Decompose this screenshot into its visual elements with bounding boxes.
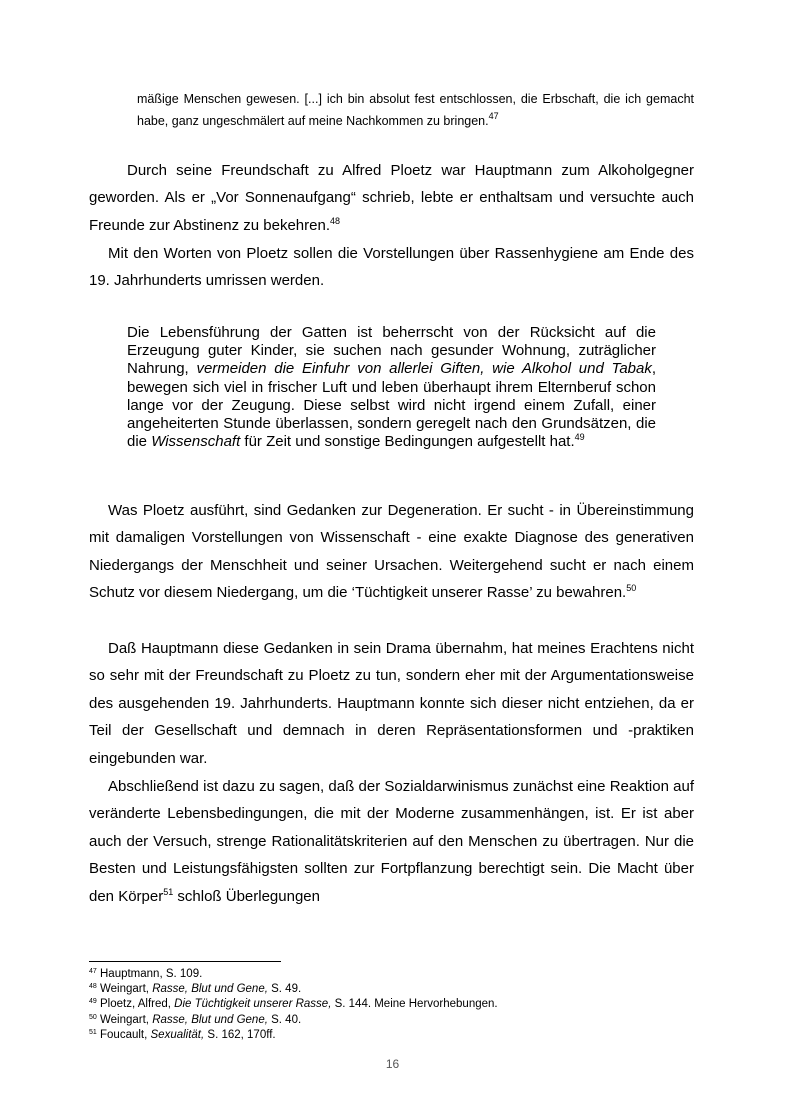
paragraph — [89, 157, 694, 239]
block-quote — [127, 324, 656, 451]
footnote — [89, 982, 301, 997]
footnote-text: Weingart, — [100, 1014, 153, 1026]
paragraph — [89, 240, 694, 295]
footnote-number: 50 — [89, 1014, 97, 1021]
quote-text: Die Lebensführung der Gatten ist beherrscht von der Rücksicht auf die Erzeugung guter Kinder, sie suchen nach gesunder Wohnung, zuträglicher Nahrung, — [127, 324, 656, 378]
footnote-text: Weingart, — [100, 983, 153, 995]
footnote-number: 49 — [89, 998, 97, 1005]
footnote-number: 48 — [89, 983, 97, 990]
footnote-ref: 51 — [163, 886, 174, 897]
footnote-text: S. 40. — [267, 1014, 302, 1026]
footnote — [89, 1013, 301, 1028]
footnote — [89, 967, 202, 982]
footnote — [89, 997, 498, 1012]
footnote-title: Die Tüchtigkeit unserer Rasse, — [174, 998, 332, 1010]
paragraph-text: Abschließend ist dazu zu sagen, daß der Sozialdarwinismus zunächst eine Reaktion auf veränderte Lebensbedingungen, die mit der Moderne zusammenhängen, ist. Er ist aber auch der Versuch, strenge Rationalitätskriterien auf den Menschen zu übertragen. Nur die Besten und Leistungsfähigsten sollten zur Fortpflanzung berechtigt sein. Die Macht über den Körper — [89, 778, 694, 905]
quote-emphasis: Wissenschaft — [151, 433, 241, 451]
quote-text: für Zeit und sonstige Bedingungen aufgestellt hat. — [240, 433, 575, 451]
footnote-title: Rasse, Blut und Gene, — [152, 983, 268, 995]
footnote-title: Rasse, Blut und Gene, — [152, 1014, 268, 1026]
footnote-text: S. 162, 170ff. — [204, 1029, 276, 1041]
paragraph-text: Daß Hauptmann diese Gedanken in sein Drama übernahm, hat meines Erachtens nicht so sehr mit der Freundschaft zu Ploetz zu tun, sondern eher mit der Argumentationsweise des ausgehenden 19. Jahrhunderts. Hauptmann konnte sich dieser nicht entziehen, da er Teil der Gesellschaft und demnach in deren Repräsentationsformen und -praktiken eingebunden war. — [89, 640, 694, 767]
quote-text: , bewegen sich viel in frischer Luft und leben überhaupt ihrem Elternberuf schon lange vor der Zeugung. Diese selbst wird nicht irgend einem Zufall, einer angeheiterten Stunde überlassen, sondern geregelt nach den Grundsätzen, die die — [127, 360, 657, 451]
footnote-text: S. 144. Meine Hervorhebungen. — [331, 998, 498, 1010]
paragraph — [89, 773, 694, 910]
footnote-title: Sexualität, — [150, 1029, 205, 1041]
quote-emphasis: vermeiden die Einfuhr von allerlei Giften, wie Alkohol und Tabak — [196, 360, 652, 378]
footnote-ref: 49 — [574, 432, 585, 443]
footnote — [89, 1028, 276, 1043]
footnote-text: Foucault, — [100, 1029, 151, 1041]
page-number: 16 — [385, 1057, 400, 1071]
paragraph-text: Mit den Worten von Ploetz sollen die Vorstellungen über Rassenhygiene am Ende des 19. Jahrhunderts umrissen werden. — [89, 245, 694, 290]
footnote-text: Ploetz, Alfred, — [100, 998, 175, 1010]
footnote-number: 51 — [89, 1029, 97, 1036]
footnote-text: S. 49. — [267, 983, 302, 995]
footnote-separator — [89, 961, 281, 962]
paragraph — [89, 497, 694, 607]
footnote-number: 47 — [89, 968, 97, 975]
paragraph-text: Was Ploetz ausführt, sind Gedanken zur Degeneration. Er sucht - in Übereinstimmung mit damaligen Vorstellungen von Wissenschaft - eine exakte Diagnose des generativen Niedergangs der Menschheit und seiner Ursachen. Weitergehend sucht er nach einem Schutz vor diesem Niedergang, um die ‘Tüchtigkeit unserer Rasse’ zu bewahren. — [89, 502, 694, 602]
paragraph-text: Durch seine Freundschaft zu Alfred Ploetz war Hauptmann zum Alkoholgegner geworden. Als er „Vor Sonnenaufgang“ schrieb, lebte er enthaltsam und versuchte auch Freunde zur Abstinenz zu bekehren. — [89, 162, 694, 234]
block-quote-top — [137, 88, 694, 132]
footnote-ref: 48 — [329, 215, 340, 226]
footnote-ref: 50 — [626, 583, 637, 594]
paragraph-text: schloß Überlegungen — [173, 887, 320, 905]
quote-text: mäßige Menschen gewesen. [...] ich bin absolut fest entschlossen, die Erbschaft, die ich gemacht habe, ganz ungeschmälert auf meine Nachkommen zu bringen. — [137, 92, 694, 128]
footnote-ref: 47 — [488, 111, 499, 121]
footnote-text: Hauptmann, S. 109. — [100, 968, 203, 980]
paragraph — [89, 635, 694, 772]
